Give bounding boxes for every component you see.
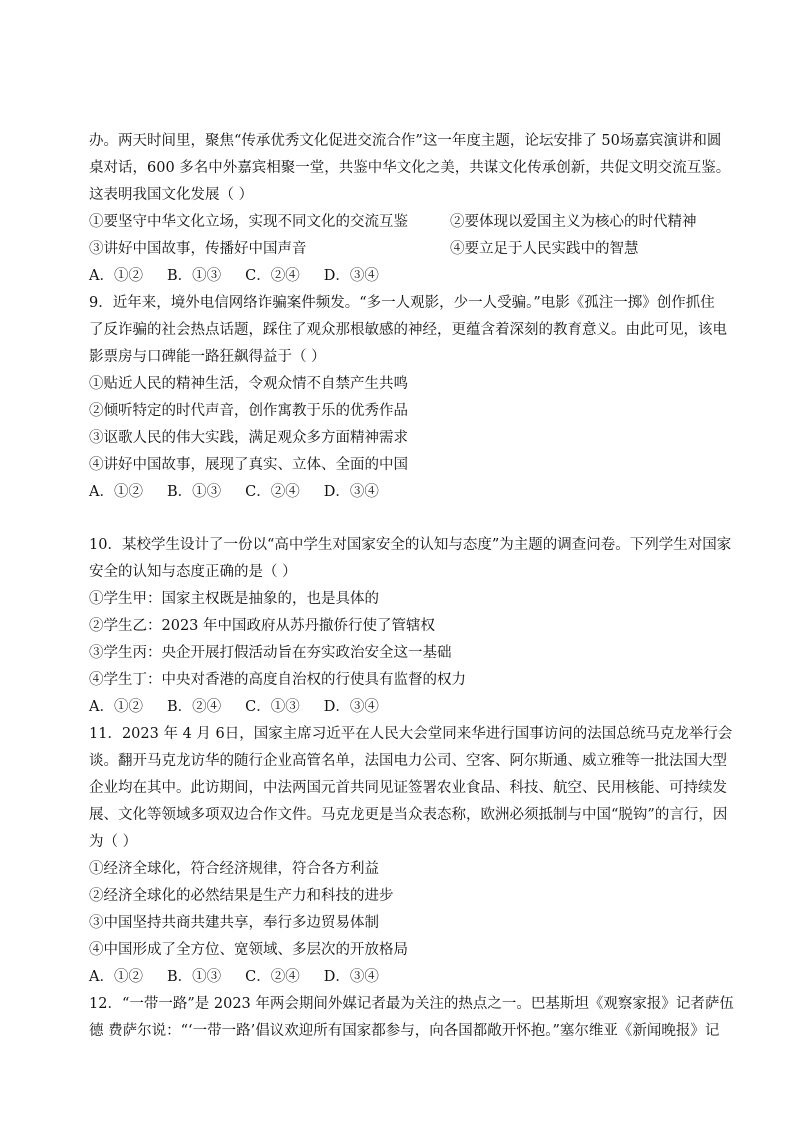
q8-text-line-3: 这表明我国文化发展（ ） — [89, 187, 254, 203]
q8-text-line-1: 办。两天时间里，聚焦“传承优秀文化促进交流合作”这一年度主题，论坛安排了 50场嘉宾演讲和圆 — [89, 133, 722, 149]
q9-answer-choices — [89, 482, 403, 502]
q9-option-2: ②倾听特定的时代声音，创作寓教于乐的优秀作品 — [89, 403, 408, 419]
q11-text-line-4: 展、文化等领域多项双边合作文件。马克龙更是当众表态称，欧洲必须抵制与中国“脱钩”的言行，因 — [89, 807, 728, 823]
q9-choice-c: C．②④ — [245, 484, 300, 500]
q11-choice-c: C．②④ — [245, 969, 300, 985]
q10-choice-d: D．③④ — [323, 699, 379, 715]
q11-text-line-2: 谈。翻开马克龙访华的随行企业高管名单，法国电力公司、空客、阿尔斯通、威立雅等一批法国大型 — [89, 753, 727, 769]
q11-choice-d: D．③④ — [323, 969, 379, 985]
q8-option-1: ①要坚守中华文化立场，实现不同文化的交流互鉴 — [89, 214, 408, 230]
q8-choice-c: C．②④ — [245, 268, 300, 284]
q10-text-line-1: 10．某校学生设计了一份以“高中学生对国家安全的认知与态度”为主题的调查问卷。下列学生对国家 — [89, 537, 732, 553]
q9-option-3: ③讴歌人民的伟大实践，满足观众多方面精神需求 — [89, 430, 408, 446]
q8-text-line-2: 桌对话，600 多名中外嘉宾相聚一堂，共鉴中华文化之美，共谋文化传承创新，共促文明交流互鉴。 — [89, 160, 731, 176]
q11-choice-b: B．①③ — [166, 969, 222, 985]
q8-option-2: ②要体现以爱国主义为核心的时代精神 — [450, 214, 697, 230]
q8-option-3: ③讲好中国故事，传播好中国声音 — [89, 241, 307, 257]
q10-text-line-2: 安全的认知与态度正确的是（ ） — [89, 564, 297, 580]
q10-choice-b: B．②④ — [166, 699, 222, 715]
q8-answer-choices — [89, 266, 403, 286]
q11-text-line-3: 企业均在其中。此访期间，中法两国元首共同见证签署农业食品、科技、航空、民用核能、可持续发 — [89, 780, 727, 796]
q10-option-3: ③学生丙：央企开展打假活动旨在夯实政治安全这一基础 — [89, 645, 452, 661]
q10-option-1: ①学生甲：国家主权既是抽象的，也是具体的 — [89, 591, 379, 607]
q10-choice-a: A．①② — [89, 699, 143, 715]
q11-text-line-1: 11．2023 年 4 月 6日，国家主席习近平在人民大会堂同来华进行国事访问的法国总统马克龙举行会 — [89, 726, 733, 742]
q11-option-1: ①经济全球化，符合经济规律，符合各方利益 — [89, 861, 379, 877]
q9-text-line-1: 9．近年来，境外电信网络诈骗案件频发。“多一人观影，少一人受骗。”电影《孤注一掷》创作抓住 — [89, 295, 715, 311]
q10-answer-choices — [89, 697, 403, 717]
q10-option-2: ②学生乙：2023 年中国政府从苏丹撤侨行使了管辖权 — [89, 618, 436, 634]
q9-choice-b: B．①③ — [166, 484, 222, 500]
q11-option-4: ④中国形成了全方位、宽领域、多层次的开放格局 — [89, 942, 408, 958]
q11-text-line-5: 为（ ） — [89, 834, 138, 850]
q8-choice-b: B．①③ — [166, 268, 222, 284]
q12-text-line-1: 12．“一带一路”是 2023 年两会期间外媒记者最为关注的热点之一。巴基斯坦《观察家报》记者萨伍 — [89, 996, 734, 1012]
q9-text-line-3: 影票房与口碑能一路狂飙得益于（ ） — [89, 349, 326, 365]
q9-choice-a: A．①② — [89, 484, 143, 500]
q8-choice-a: A．①② — [89, 268, 143, 284]
q9-option-4: ④讲好中国故事，展现了真实、立体、全面的中国 — [89, 457, 408, 473]
q8-choice-d: D．③④ — [323, 268, 379, 284]
q10-choice-c: C．①③ — [245, 699, 300, 715]
q11-choice-a: A．①② — [89, 969, 143, 985]
q9-choice-d: D．③④ — [323, 484, 379, 500]
q11-option-3: ③中国坚持共商共建共享，奉行多边贸易体制 — [89, 915, 379, 931]
q8-option-row-2 — [89, 239, 729, 259]
q12-text-line-2: 德 费萨尔说：“‘一带一路’倡议欢迎所有国家都参与，向各国都敞开怀抱。”塞尔维亚《新闻晚报》记 — [89, 1023, 720, 1039]
q10-option-4: ④学生丁：中央对香港的高度自治权的行使具有监督的权力 — [89, 672, 466, 688]
q9-option-1: ①贴近人民的精神生活，令观众情不自禁产生共鸣 — [89, 376, 408, 392]
q11-option-2: ②经济全球化的必然结果是生产力和科技的进步 — [89, 888, 394, 904]
q8-option-4: ④要立足于人民实践中的智慧 — [450, 241, 639, 257]
q9-text-line-2: 了反诈骗的社会热点话题，踩住了观众那根敏感的神经，更蕴含着深刻的教育意义。由此可见，该电 — [89, 322, 727, 338]
q11-answer-choices — [89, 967, 403, 987]
q8-option-row-1 — [89, 212, 729, 232]
